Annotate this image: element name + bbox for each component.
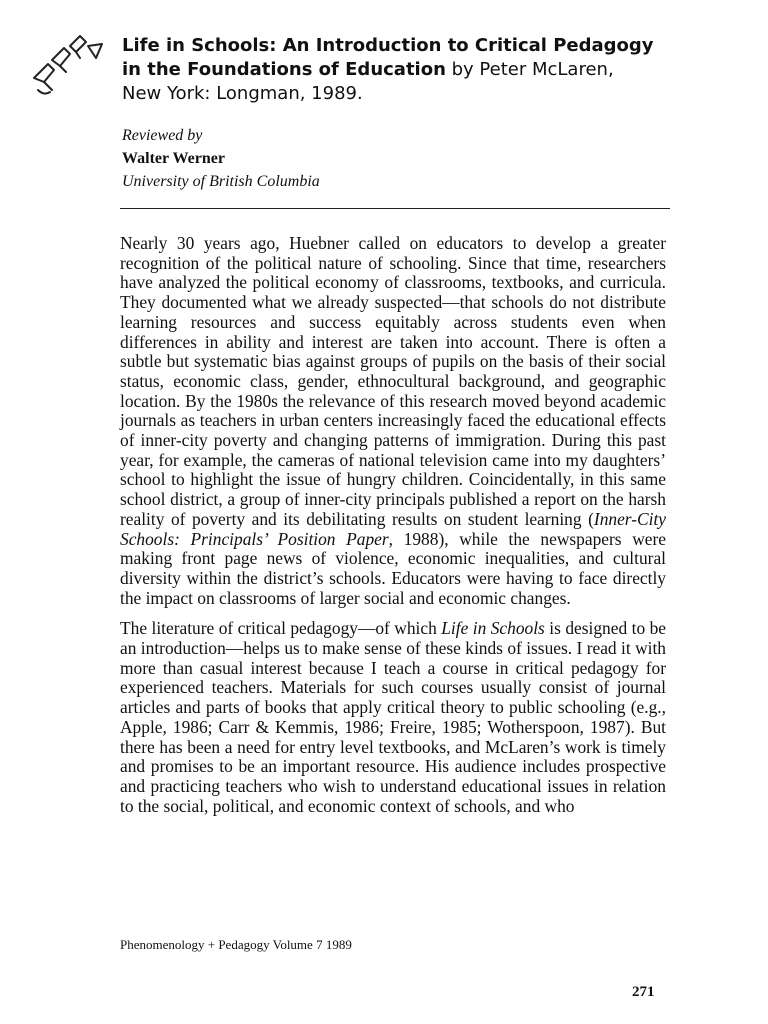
paragraph-1-citation-title: Inner-City Schools: Principals’ Position Paper — [120, 508, 666, 549]
header-divider — [120, 208, 670, 209]
book-title-part-1: Life in Schools: An Introduction to Critical Pedagogy — [122, 35, 654, 56]
paragraph-1 — [120, 234, 666, 608]
reviewer-name: Walter Werner — [122, 150, 225, 167]
article-header — [122, 34, 722, 193]
paragraph-2-text: is designed to be an introduction—helps us to make sense of these kinds of issues. I read it with more than casual interest because I teach a course in critical pedagogy for experienced teachers. Materials for such courses usually consist of journal articles and parts of books that apply critical theory to public schooling (e.g., Apple, 1986; Carr & Kemmis, 1986; Freire, 1985; Wotherspoon, 1987). But there has been a need for entry level textbooks, and McLaren’s work is timely and promises to be an important resource. His audience includes prospective and practicing teachers who wish to understand educational issues in relation to the social, political, and economic context of schools, and who — [120, 618, 666, 816]
paragraph-2 — [120, 619, 666, 816]
paragraph-1-text: Nearly 30 years ago, Huebner called on educators to develop a greater recognition of the political nature of schooling. Since that time, researchers have analyzed the political economy of classrooms, textbooks, and curricula. They documented what we already suspected—that schools do not distribute learning resources and success equitably across students even when differences in ability and interest are taken into account. There is often a subtle but systematic bias against groups of pupils on the basis of their social status, economic class, gender, ethnocultural background, and geographic location. By the 1980s the relevance of this research moved beyond academic journals as teachers in urban centers increasingly faced the educational effects of inner-city poverty and changing patterns of immigration. During this past year, for example, the cameras of national television came into my daughters’ school to highlight the issue of hungry children. Coincidentally, in this same school district, a group of inner-city principals published a report on the harsh reality of poverty and its debilitating results on student learning ( — [120, 233, 666, 529]
page-number: 271 — [632, 984, 655, 1000]
reviewed-by-label: Reviewed by — [122, 127, 203, 144]
book-author: by Peter McLaren, — [445, 59, 614, 80]
book-title-part-2: in the Foundations of Education — [122, 59, 446, 80]
paragraph-2-book-title: Life in Schools — [441, 618, 545, 639]
title-line-2 — [122, 58, 722, 82]
reviewer-affiliation: University of British Columbia — [122, 173, 320, 190]
paragraph-2-text-start: The literature of critical pedagogy—of which — [120, 618, 442, 639]
title-line-1 — [122, 34, 722, 58]
journal-footer: Phenomenology + Pedagogy Volume 7 1989 — [120, 937, 352, 952]
review-body — [120, 234, 666, 816]
paragraph-1-text-end: , 1988), while the newspapers were making front page news of violence, economic inequalities, and cultural diversity within the district’s schools. Educators were having to face directly the impact on classrooms of larger social and economic changes. — [120, 528, 666, 608]
book-publisher: New York: Longman, 1989. — [122, 83, 363, 104]
journal-logo-icon — [30, 34, 120, 104]
